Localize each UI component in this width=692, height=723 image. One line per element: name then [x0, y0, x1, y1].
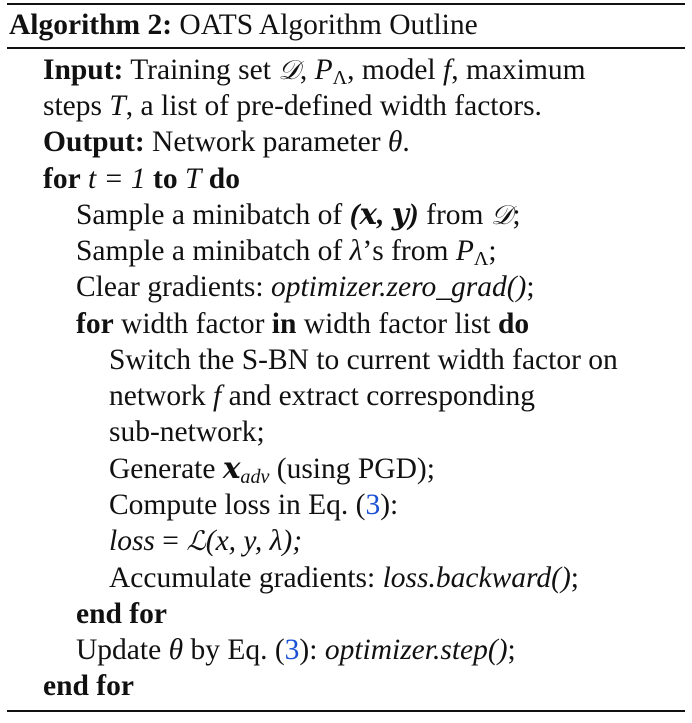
input-keyword: Input: — [43, 54, 124, 86]
algorithm-caption — [9, 6, 478, 44]
accumulate-line: Accumulate gradients: loss.backward(); — [109, 562, 579, 594]
inner-end-for-line — [76, 596, 167, 632]
p-symbol: P — [314, 54, 333, 86]
xy-symbol: (𝒙, 𝒚) — [349, 199, 419, 231]
clear-grad-line: Clear gradients: optimizer.zero_grad(); — [76, 271, 535, 303]
loss-args: (x, y, λ); — [205, 525, 303, 557]
caption-label: Algorithm 2: — [9, 9, 173, 41]
switch-line-1 — [109, 342, 618, 378]
step-call: optimizer.step() — [324, 634, 508, 666]
update-by-text: by Eq. ( — [190, 634, 285, 666]
theta-symbol-2: θ — [168, 634, 184, 666]
sample-lambda-line: Sample a minibatch of λ’s from $P_\Lambda$; — [76, 235, 497, 270]
to-keyword: to — [153, 163, 178, 195]
compute-loss-line: Compute loss in Eq. (3): — [109, 489, 399, 521]
input-line-1: Input: Training set 𝒟, $P_\Lambda$, model f, maximum — [43, 54, 586, 89]
p-symbol-2: P — [455, 235, 474, 267]
model-symbol: f — [443, 54, 452, 86]
output-text: Network parameter — [152, 126, 381, 158]
input-text-width: a list of pre-defined width factors. — [140, 90, 542, 122]
switch-text-1: Switch the S-BN to current width factor on — [109, 344, 618, 376]
output-keyword: Output: — [43, 126, 145, 158]
dataset-symbol-2: 𝒟 — [490, 200, 513, 231]
caption-rule — [7, 47, 685, 49]
loss-eq-line: loss = ℒ(x, y, λ); — [109, 525, 303, 557]
bottom-rule — [7, 710, 685, 712]
x-adv-symbol: 𝒙 — [222, 453, 241, 485]
in-keyword: in — [271, 308, 297, 340]
for-keyword-2: for — [76, 308, 114, 340]
input-text-steps: steps — [43, 90, 102, 122]
switch-text-3: sub-network; — [109, 416, 265, 448]
generate-line — [109, 451, 435, 487]
output-line: Output: Network parameter θ. — [43, 126, 410, 158]
do-keyword: do — [208, 163, 240, 195]
backward-call: loss.backward() — [382, 562, 571, 594]
caption-title: OATS Algorithm Outline — [179, 9, 478, 41]
dataset-symbol: 𝒟 — [278, 55, 300, 86]
outer-for-line — [43, 161, 240, 197]
switch-line-3 — [109, 414, 265, 450]
lambda-subscript: Λ — [332, 67, 348, 89]
input-line-2: steps T, a list of pre-defined width factors. — [43, 90, 542, 122]
steps-symbol: T — [109, 90, 126, 122]
switch-text-2b: and extract corresponding — [228, 380, 535, 412]
switch-text-2a: network — [109, 380, 206, 412]
loss-symbol: loss — [109, 525, 155, 557]
lambda-symbol: λ — [349, 235, 363, 267]
width-factor-list-text: width factor list — [303, 308, 491, 340]
compute-loss-text: Compute loss in Eq. ( — [109, 489, 366, 521]
for-keyword: for — [43, 163, 81, 195]
loop-bound: T — [184, 163, 202, 195]
zero-grad-call: optimizer.zero_grad() — [270, 271, 527, 303]
input-text-model: model — [361, 54, 436, 86]
inner-for-line — [76, 306, 529, 342]
loop-init: t = 1 — [88, 163, 146, 195]
outer-end-for-line — [43, 668, 134, 704]
accumulate-text: Accumulate gradients: — [109, 562, 376, 594]
clear-grad-text: Clear gradients: — [76, 271, 264, 303]
network-symbol: f — [213, 380, 222, 412]
sample-xy-line: Sample a minibatch of (𝒙, 𝒚) from 𝒟; — [76, 199, 521, 231]
top-rule — [7, 3, 685, 5]
input-text-max: maximum — [465, 54, 586, 86]
switch-line-2 — [109, 378, 535, 414]
from-text: from — [426, 199, 484, 231]
loss-function-symbol: ℒ — [186, 526, 206, 557]
input-text: Training set — [130, 54, 271, 86]
update-line: Update θ by Eq. (3): optimizer.step(); — [76, 634, 516, 666]
using-pgd-text: (using PGD); — [276, 453, 435, 485]
do-keyword-2: do — [497, 308, 530, 340]
theta-symbol: θ — [387, 126, 403, 158]
end-for-keyword: end for — [76, 598, 167, 630]
end-for-keyword-2: end for — [43, 670, 134, 702]
generate-text: Generate — [109, 453, 216, 485]
eq-ref-link-2[interactable]: 3 — [284, 634, 300, 666]
lambda-subscript-2: Λ — [473, 248, 489, 270]
sample-text-2: Sample a minibatch of — [76, 235, 343, 267]
eq-ref-link[interactable]: 3 — [365, 489, 381, 521]
width-factor-text: width factor — [121, 308, 265, 340]
sample-text: Sample a minibatch of — [76, 199, 343, 231]
lambda-from-text: ’s from — [362, 235, 449, 267]
adv-subscript: adv — [240, 466, 270, 488]
update-text: Update — [76, 634, 162, 666]
